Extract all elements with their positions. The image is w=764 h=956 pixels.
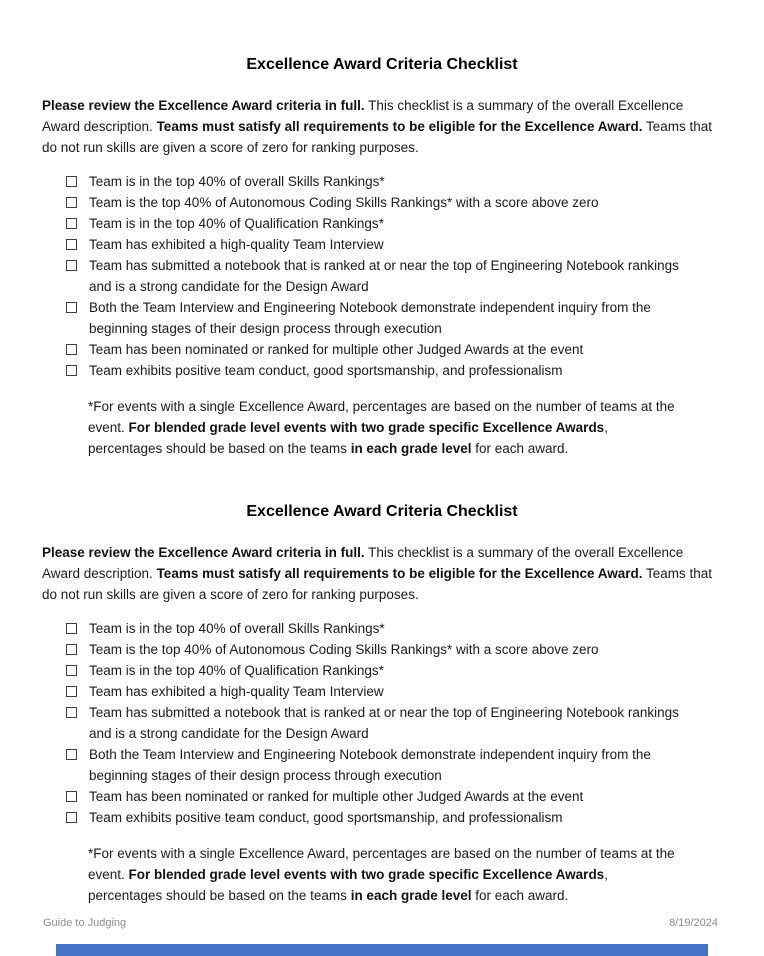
checklist-item [66,339,764,360]
page-footer [43,916,718,930]
checklist-item-text: Team is the top 40% of Autonomous Coding Skills Rankings* with a score above zero [89,642,599,657]
checklist-item [66,171,764,192]
checkbox-icon [66,623,77,634]
text-segment: for each award. [471,441,569,456]
checklist-item-text: Team exhibits positive team conduct, good sportsmanship, and professionalism [89,363,563,378]
checkbox-icon [66,218,77,229]
checkbox-icon [66,260,77,271]
checklist-item-text: Both the Team Interview and Engineering Notebook demonstrate independent inquiry from the beginning stages of their design process through execution [89,747,651,783]
checkbox-icon [66,176,77,187]
checkbox-icon [66,812,77,823]
checklist-item [66,297,764,339]
text-segment: in each grade level [350,888,472,903]
text-segment: in each grade level [350,441,472,456]
text-segment: , percentages should be based on the teams [88,867,608,903]
text-segment: *For events with a single Excellence Award, percentages are based on the number of teams at the event. [88,846,675,882]
checklist-item-text: Team has exhibited a high-quality Team Interview [89,684,384,699]
checklist-item [66,213,764,234]
checklist-item-text: Team is in the top 40% of Qualification Rankings* [89,663,384,678]
text-segment: , percentages should be based on the teams [88,420,608,456]
checklist-item [66,639,764,660]
checklist-item [66,192,764,213]
checkbox-icon [66,749,77,760]
text-segment: *For events with a single Excellence Award, percentages are based on the number of teams at the event. [88,399,675,435]
checklist-item [66,786,764,807]
section-title: Excellence Award Criteria Checklist [246,56,518,73]
checkbox-icon [66,644,77,655]
checkbox-icon [66,686,77,697]
footnote-paragraph [88,843,680,906]
checkbox-icon [66,302,77,313]
checklist-item-text: Team is in the top 40% of overall Skills Rankings* [89,174,385,189]
checklist-item-text: Team has submitted a notebook that is ranked at or near the top of Engineering Notebook rankings and is a strong candidate for the Design Award [89,705,679,741]
checklist-item [66,234,764,255]
checklist-section [0,459,764,906]
text-segment: For blended grade level events with two grade specific Excellence Awards [128,867,605,882]
checklist-item [66,660,764,681]
checklist-item-text: Team is in the top 40% of Qualification Rankings* [89,216,384,231]
checklist-item-text: Team has been nominated or ranked for multiple other Judged Awards at the event [89,342,584,357]
checklist-item [66,255,764,297]
footnote-paragraph [88,396,680,459]
next-page-bar [56,944,708,956]
section-title: Excellence Award Criteria Checklist [246,503,518,520]
checkbox-icon [66,344,77,355]
text-segment: Teams that do not run skills are given a score of zero for ranking purposes. [42,566,713,602]
intro-paragraph [42,95,714,158]
text-segment: Please review the Excellence Award criteria in full. [42,545,365,560]
criteria-list [0,171,764,381]
checklist-item [66,360,764,381]
footer-date: 8/19/2024 [669,917,718,929]
text-segment: Teams must satisfy all requirements to be eligible for the Excellence Award. [156,566,643,581]
text-segment: This checklist is a summary of the overall Excellence Award description. [42,545,684,581]
checklist-item-text: Team exhibits positive team conduct, good sportsmanship, and professionalism [89,810,563,825]
checklist-item-text: Team has submitted a notebook that is ranked at or near the top of Engineering Notebook rankings and is a strong candidate for the Design Award [89,258,679,294]
footer-doc-name: Guide to Judging [43,917,127,929]
checklist-item [66,807,764,828]
checklist-item-text: Team is in the top 40% of overall Skills Rankings* [89,621,385,636]
text-segment: Please review the Excellence Award criteria in full. [42,98,365,113]
checkbox-icon [66,791,77,802]
checklist-item [66,702,764,744]
text-segment: For blended grade level events with two grade specific Excellence Awards [128,420,605,435]
text-segment: Teams that do not run skills are given a score of zero for ranking purposes. [42,119,713,155]
checkbox-icon [66,707,77,718]
checklist-item [66,744,764,786]
criteria-list [0,618,764,828]
checklist-item-text: Both the Team Interview and Engineering Notebook demonstrate independent inquiry from the beginning stages of their design process through execution [89,300,651,336]
text-segment: Teams must satisfy all requirements to be eligible for the Excellence Award. [156,119,643,134]
checklist-item [66,618,764,639]
intro-paragraph [42,542,714,605]
checkbox-icon [66,197,77,208]
checkbox-icon [66,365,77,376]
checklist-item-text: Team has been nominated or ranked for multiple other Judged Awards at the event [89,789,584,804]
checkbox-icon [66,665,77,676]
checkbox-icon [66,239,77,250]
text-segment: This checklist is a summary of the overall Excellence Award description. [42,98,684,134]
checklist-item [66,681,764,702]
checklist-item-text: Team is the top 40% of Autonomous Coding Skills Rankings* with a score above zero [89,195,599,210]
text-segment: for each award. [471,888,569,903]
checklist-section [0,0,764,459]
checklist-item-text: Team has exhibited a high-quality Team Interview [89,237,384,252]
